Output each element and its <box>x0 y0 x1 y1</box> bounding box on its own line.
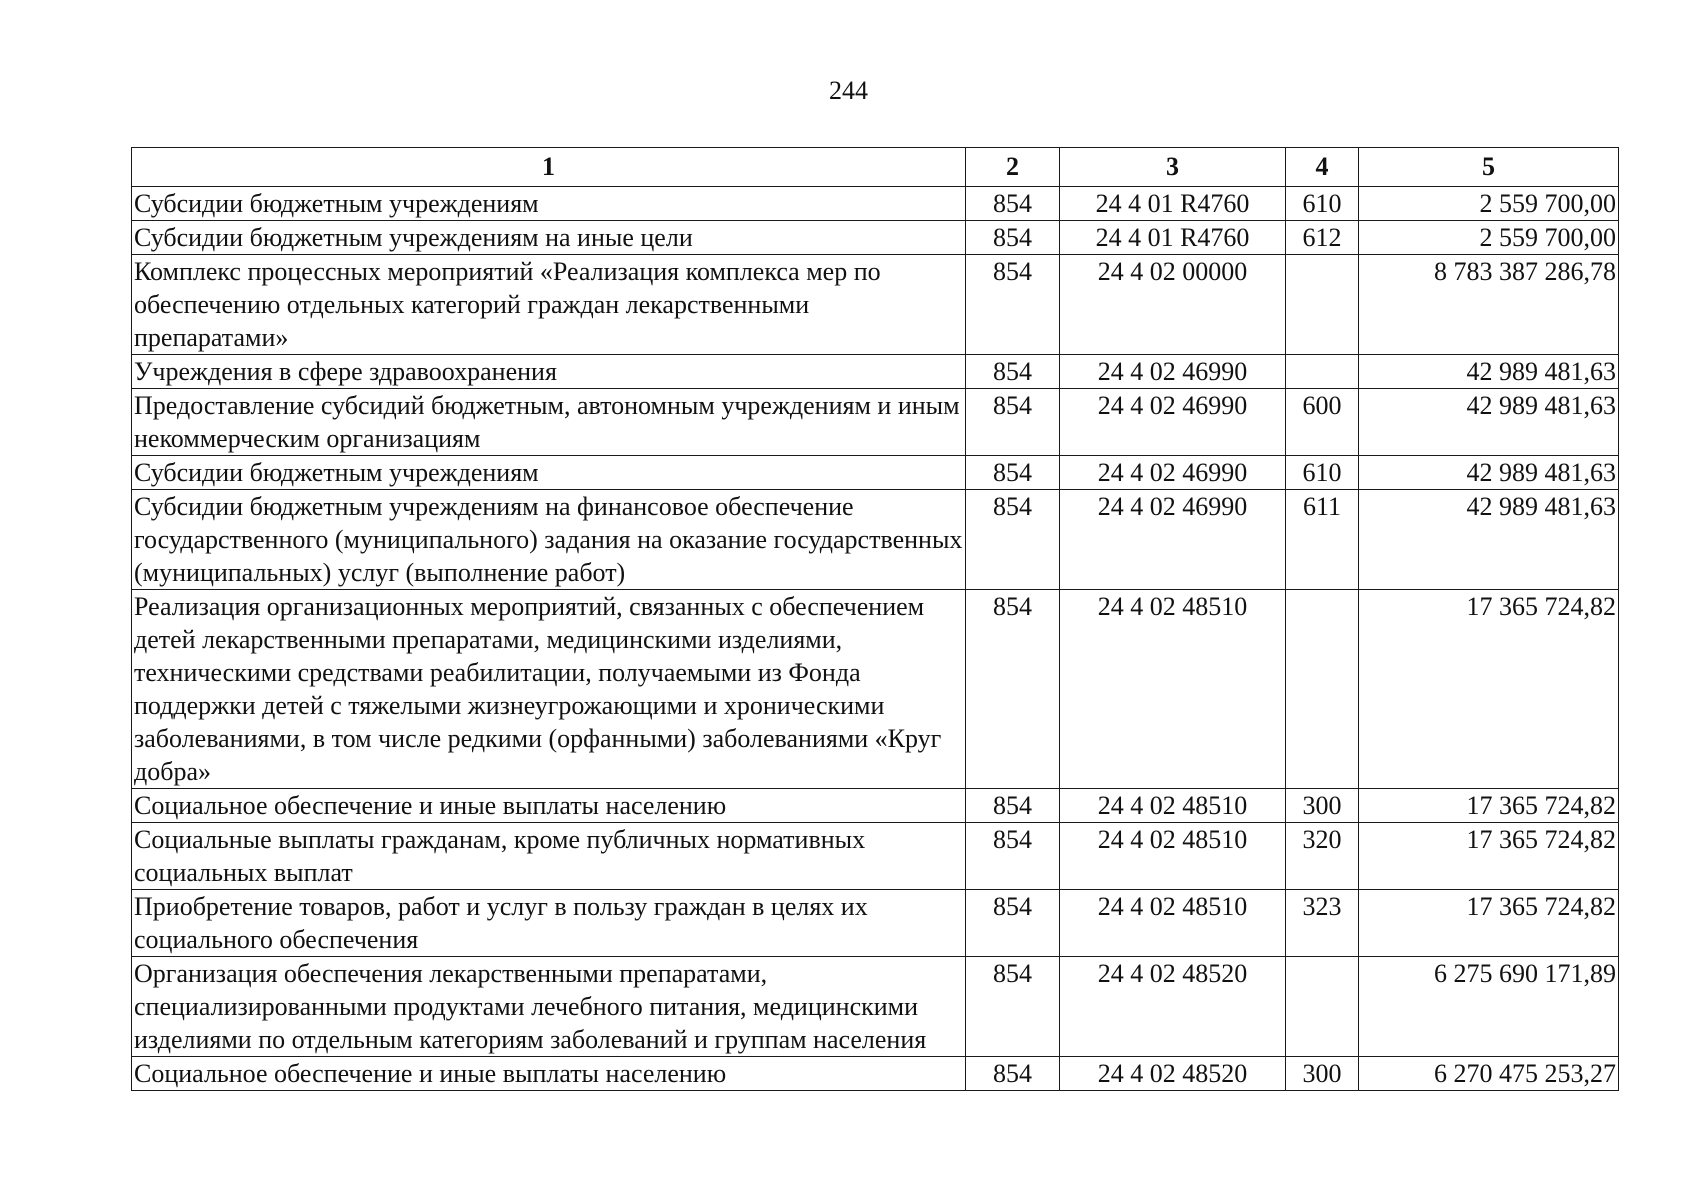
table-body <box>132 187 1619 1091</box>
budget-table <box>131 147 1619 1091</box>
column-header-2: 2 <box>966 148 1060 187</box>
row-code-cell: 854 <box>966 789 1060 823</box>
column-header-5: 5 <box>1359 148 1619 187</box>
row-name-cell: Учреждения в сфере здравоохранения <box>132 355 966 389</box>
row-vr-cell: 610 <box>1286 456 1359 490</box>
table-row <box>132 389 1619 456</box>
row-vr-cell <box>1286 355 1359 389</box>
row-csr-cell: 24 4 02 46990 <box>1060 389 1286 456</box>
row-vr-cell <box>1286 590 1359 789</box>
row-vr-cell: 300 <box>1286 789 1359 823</box>
row-sum-cell: 42 989 481,63 <box>1359 389 1619 456</box>
row-name-cell: Субсидии бюджетным учреждениям <box>132 456 966 490</box>
row-name-cell: Организация обеспечения лекарственными препаратами, специализированными продуктами лечебного питания, медицинскими изделиями по отдельным категориям заболеваний и группам населения <box>132 957 966 1057</box>
row-sum-cell: 17 365 724,82 <box>1359 590 1619 789</box>
row-csr-cell: 24 4 02 48510 <box>1060 789 1286 823</box>
row-name-cell: Приобретение товаров, работ и услуг в пользу граждан в целях их социального обеспечения <box>132 890 966 957</box>
page-number: 244 <box>829 76 868 105</box>
table-row <box>132 957 1619 1057</box>
table-row <box>132 255 1619 355</box>
table-row <box>132 823 1619 890</box>
row-csr-cell: 24 4 01 R4760 <box>1060 187 1286 221</box>
row-sum-cell: 42 989 481,63 <box>1359 355 1619 389</box>
row-name-cell: Субсидии бюджетным учреждениям на финансовое обеспечение государственного (муниципального) задания на оказание государственных (муниципальных) услуг (выполнение работ) <box>132 490 966 590</box>
row-sum-cell: 17 365 724,82 <box>1359 823 1619 890</box>
table-row <box>132 490 1619 590</box>
row-code-cell: 854 <box>966 456 1060 490</box>
table-row <box>132 221 1619 255</box>
row-csr-cell: 24 4 02 48510 <box>1060 823 1286 890</box>
row-csr-cell: 24 4 02 48510 <box>1060 590 1286 789</box>
row-sum-cell: 8 783 387 286,78 <box>1359 255 1619 355</box>
row-sum-cell: 2 559 700,00 <box>1359 187 1619 221</box>
row-code-cell: 854 <box>966 890 1060 957</box>
row-code-cell: 854 <box>966 221 1060 255</box>
row-name-cell: Социальное обеспечение и иные выплаты населению <box>132 789 966 823</box>
row-sum-cell: 6 275 690 171,89 <box>1359 957 1619 1057</box>
row-vr-cell <box>1286 255 1359 355</box>
row-vr-cell <box>1286 957 1359 1057</box>
row-code-cell: 854 <box>966 389 1060 456</box>
row-vr-cell: 600 <box>1286 389 1359 456</box>
header-row <box>132 148 1619 187</box>
table-row <box>132 187 1619 221</box>
row-code-cell: 854 <box>966 355 1060 389</box>
table-row <box>132 1057 1619 1091</box>
row-code-cell: 854 <box>966 255 1060 355</box>
row-csr-cell: 24 4 02 46990 <box>1060 456 1286 490</box>
row-sum-cell: 42 989 481,63 <box>1359 490 1619 590</box>
row-code-cell: 854 <box>966 490 1060 590</box>
row-code-cell: 854 <box>966 187 1060 221</box>
row-vr-cell: 320 <box>1286 823 1359 890</box>
row-csr-cell: 24 4 02 00000 <box>1060 255 1286 355</box>
row-name-cell: Предоставление субсидий бюджетным, автономным учреждениям и иным некоммерческим организациям <box>132 389 966 456</box>
row-name-cell: Социальное обеспечение и иные выплаты населению <box>132 1057 966 1091</box>
row-sum-cell: 17 365 724,82 <box>1359 890 1619 957</box>
row-code-cell: 854 <box>966 957 1060 1057</box>
row-sum-cell: 6 270 475 253,27 <box>1359 1057 1619 1091</box>
row-vr-cell: 323 <box>1286 890 1359 957</box>
row-vr-cell: 300 <box>1286 1057 1359 1091</box>
row-name-cell: Субсидии бюджетным учреждениям на иные цели <box>132 221 966 255</box>
row-name-cell: Субсидии бюджетным учреждениям <box>132 187 966 221</box>
row-csr-cell: 24 4 02 46990 <box>1060 355 1286 389</box>
row-code-cell: 854 <box>966 1057 1060 1091</box>
row-csr-cell: 24 4 02 48520 <box>1060 1057 1286 1091</box>
row-name-cell: Комплекс процессных мероприятий «Реализация комплекса мер по обеспечению отдельных категорий граждан лекарственными препаратами» <box>132 255 966 355</box>
row-sum-cell: 2 559 700,00 <box>1359 221 1619 255</box>
row-name-cell: Социальные выплаты гражданам, кроме публичных нормативных социальных выплат <box>132 823 966 890</box>
column-header-1: 1 <box>132 148 966 187</box>
table-row <box>132 355 1619 389</box>
row-name-cell: Реализация организационных мероприятий, связанных с обеспечением детей лекарственными препаратами, медицинскими изделиями, техническими средствами реабилитации, получаемыми из Фонда поддержки детей с тяжелыми жизнеугрожающими и хроническими заболеваниями, в том числе редкими (орфанными) заболеваниями «Круг добра» <box>132 590 966 789</box>
row-sum-cell: 17 365 724,82 <box>1359 789 1619 823</box>
row-sum-cell: 42 989 481,63 <box>1359 456 1619 490</box>
row-csr-cell: 24 4 02 48520 <box>1060 957 1286 1057</box>
table-row <box>132 890 1619 957</box>
row-code-cell: 854 <box>966 823 1060 890</box>
column-header-3: 3 <box>1060 148 1286 187</box>
row-csr-cell: 24 4 01 R4760 <box>1060 221 1286 255</box>
table-row <box>132 789 1619 823</box>
table-row <box>132 590 1619 789</box>
row-vr-cell: 611 <box>1286 490 1359 590</box>
row-csr-cell: 24 4 02 46990 <box>1060 490 1286 590</box>
column-header-4: 4 <box>1286 148 1359 187</box>
row-vr-cell: 612 <box>1286 221 1359 255</box>
row-code-cell: 854 <box>966 590 1060 789</box>
table-row <box>132 456 1619 490</box>
row-vr-cell: 610 <box>1286 187 1359 221</box>
row-csr-cell: 24 4 02 48510 <box>1060 890 1286 957</box>
